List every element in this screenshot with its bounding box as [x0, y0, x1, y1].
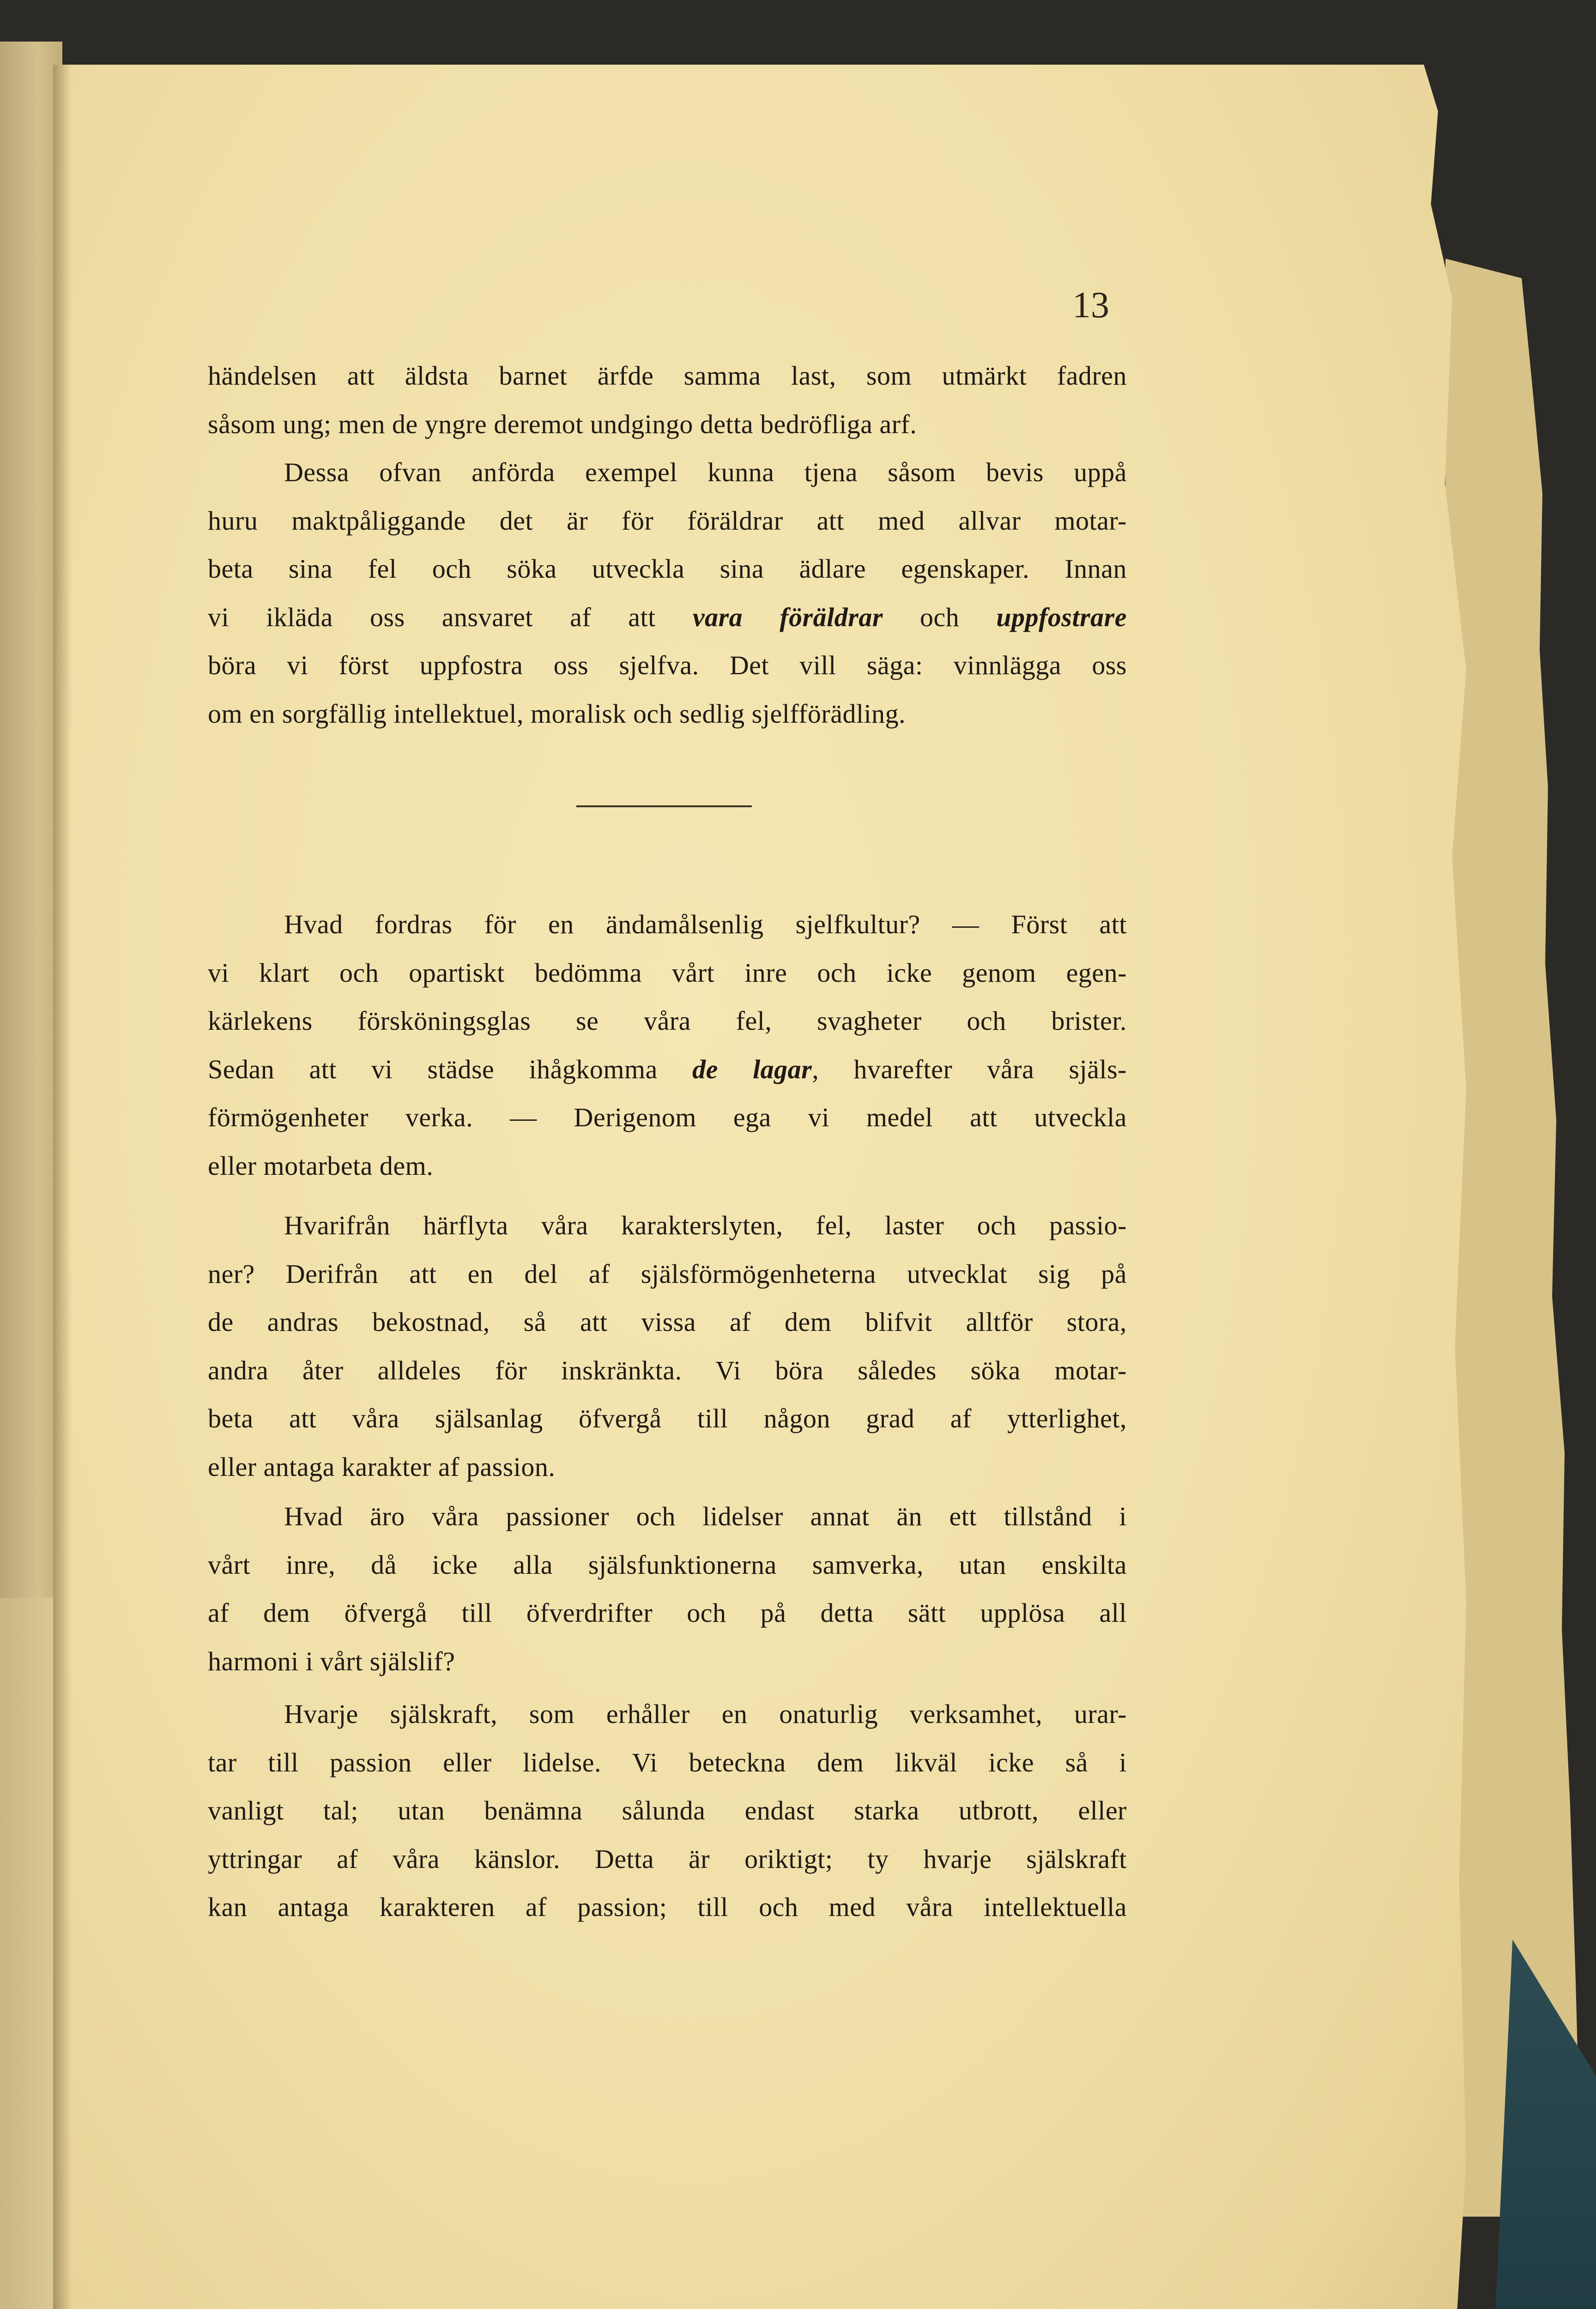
text-line: Dessa ofvan anförda exempel kunna tjena såsom bevis uppå [284, 457, 1127, 487]
text-line: händelsen att äldsta barnet ärfde samma last, som utmärkt fadren [208, 361, 1127, 391]
section-divider [576, 805, 752, 807]
text-line [208, 593, 1127, 642]
text-line: om en sorgfällig intellektuel, moralisk och sedlig sjelfförädling. [208, 698, 906, 729]
text-line: böra vi först uppfostra oss sjelfva. Det vill säga: vinnlägga oss [208, 650, 1127, 680]
text-line: huru maktpåliggande det är för föräldrar att med allvar motar- [208, 505, 1127, 536]
text-line: harmoni i vårt själslif? [208, 1646, 455, 1676]
text-line: af dem öfvergå till öfverdrifter och på detta sätt upplösa all [208, 1598, 1127, 1628]
text-line: Hvad äro våra passioner och lidelser annat än ett tillstånd i [284, 1501, 1127, 1531]
emphasis-text: uppfostrare [996, 602, 1127, 632]
text-line: Hvarje själskraft, som erhåller en onaturlig verksamhet, urar- [284, 1699, 1127, 1729]
text-line: vanligt tal; utan benämna sålunda endast starka utbrott, eller [208, 1795, 1127, 1825]
page-number: 13 [1072, 285, 1109, 326]
text-line: Hvad fordras för en ändamålsenlig sjelfkultur? — Först att [284, 909, 1127, 939]
text-line: förmögenheter verka. — Derigenom ega vi medel att utveckla [208, 1102, 1127, 1132]
paragraph-passions [208, 1493, 1127, 1686]
paragraph-soul-force [208, 1690, 1127, 1932]
paragraph-continuation [208, 352, 1127, 448]
text-line: beta att våra själsanlag öfvergå till någon grad af ytterlighet, [208, 1403, 1127, 1433]
page-gutter-shadow [53, 65, 72, 2309]
text-line: såsom ung; men de yngre deremot undgingo detta bedröfliga arf. [208, 409, 917, 439]
text-line: Hvarifrån härflyta våra karakterslyten, fel, laster och passio- [284, 1210, 1127, 1240]
text-run: , hvarefter våra själs- [812, 1054, 1127, 1084]
emphasis-text: vara föräldrar [692, 602, 883, 632]
text-line: vi klart och opartiskt bedömma vårt inre och icke genom egen- [208, 957, 1127, 988]
paragraph-examples [208, 448, 1127, 738]
text-line: ner? Derifrån att en del af själsförmögenheterna utvecklat sig på [208, 1258, 1127, 1289]
text-line: eller antaga karakter af passion. [208, 1451, 556, 1482]
text-run: vi ikläda oss ansvaret af att [208, 602, 693, 632]
text-line: vårt inre, då icke alla själsfunktionerna samverka, utan enskilta [208, 1549, 1127, 1580]
paragraph-character-flaws [208, 1202, 1127, 1491]
text-line: kan antaga karakteren af passion; till och med våra intellektuella [208, 1892, 1127, 1922]
text-line: eller motarbeta dem. [208, 1150, 434, 1181]
text-line [208, 1046, 1127, 1094]
text-line: andra åter alldeles för inskränkta. Vi böra således söka motar- [208, 1355, 1127, 1385]
emphasis-text: de lagar [692, 1054, 812, 1084]
text-line: kärlekens försköningsglas se våra fel, svagheter och brister. [208, 1006, 1127, 1036]
text-run: Sedan att vi städse ihågkomma [208, 1054, 693, 1084]
text-line: yttringar af våra känslor. Detta är oriktigt; ty hvarje själskraft [208, 1844, 1127, 1874]
text-line: tar till passion eller lidelse. Vi beteckna dem likväl icke så i [208, 1747, 1127, 1777]
text-line: beta sina fel och söka utveckla sina ädlare egenskaper. Innan [208, 554, 1127, 584]
underlying-page-torn-edge [1445, 259, 1584, 2217]
text-run: och [883, 602, 997, 632]
text-line: de andras bekostnad, så att vissa af dem blifvit alltför stora, [208, 1307, 1127, 1337]
paragraph-self-culture [208, 901, 1127, 1190]
